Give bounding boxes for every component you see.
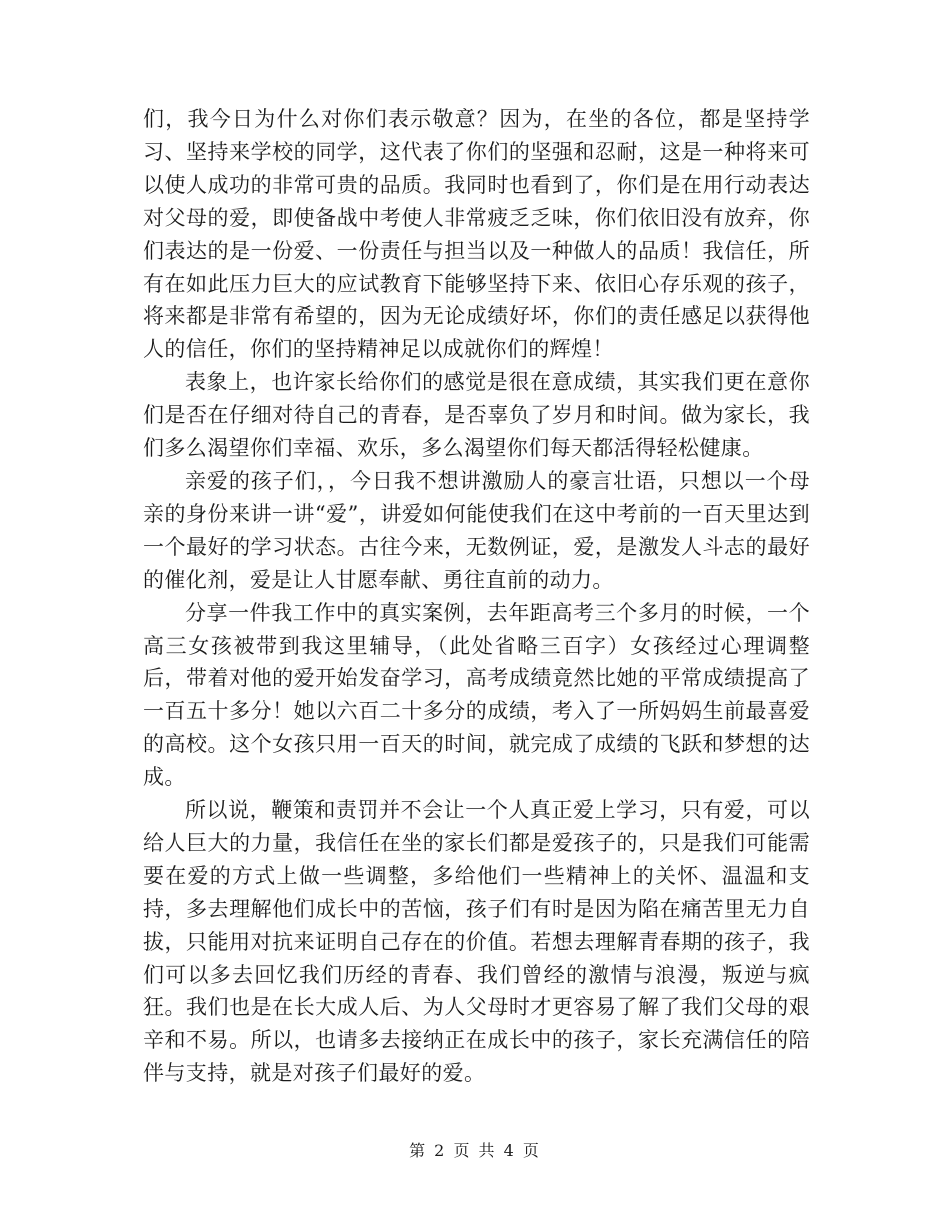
paragraph-4: 分享一件我工作中的真实案例，去年距高考三个多月的时候，一个高三女孩被带到我这里辅导，（此处省略三百字）女孩经过心理调整后，带着对他的爱开始发奋学习，高考成绩竟然比她的平常成绩提高了一百五十多分！她以六百二十多分的成绩，考入了一所妈妈生前最喜爱的高校。这个女孩只用一百天的时间，就完成了成绩的飞跃和梦想的达成。 [143,600,810,790]
paragraph-5: 所以说，鞭策和责罚并不会让一个人真正爱上学习，只有爱，可以给人巨大的力量，我信任在坐的家长们都是爱孩子的，只是我们可能需要在爱的方式上做一些调整，多给他们一些精神上的关怀、温温和支持，多去理解他们成长中的苦恼，孩子们有时是因为陷在痛苦里无力自拔，只能用对抗来证明自己存在的价值。若想去理解青春期的孩子，我们可以多去回忆我们历经的青春、我们曾经的激情与浪漫，叛逆与疯狂。我们也是在长大成人后、为人父母时才更容易了解了我们父母的艰辛和不易。所以，也请多去接纳正在成长中的孩子，家长充满信任的陪伴与支持，就是对孩子们最好的爱。 [143,798,810,1086]
page-number-footer: 第 2 页 共 4 页 [409,1141,541,1160]
paragraph-1: 们，我今日为什么对你们表示敬意？因为，在坐的各位，都是坚持学习、坚持来学校的同学，这代表了你们的坚强和忍耐，这是一种将来可以使人成功的非常可贵的品质。我同时也看到了，你们是在用行动表达对父母的爱，即使备战中考使人非常疲乏乏味，你们依旧没有放弃，你们表达的是一份爱、一份责任与担当以及一种做人的品质！我信任，所有在如此压力巨大的应试教育下能够坚持下来、依旧心存乐观的孩子，将来都是非常有希望的，因为无论成绩好坏，你们的责任感足以获得他人的信任，你们的坚持精神足以成就你们的辉煌！ [143,107,810,362]
document-body [143,103,810,1090]
paragraph-3: 亲爱的孩子们，，今日我不想讲激励人的豪言壮语，只想以一个母亲的身份来讲一讲“爱”，讲爱如何能使我们在这中考前的一百天里达到一个最好的学习状态。古往今来，无数例证，爱，是激发人斗志的最好的催化剂，爱是让人甘愿奉献、勇往直前的动力。 [143,468,810,592]
paragraph-2: 表象上，也许家长给你们的感觉是很在意成绩，其实我们更在意你们是否在仔细对待自己的青春，是否辜负了岁月和时间。做为家长，我们多么渴望你们幸福、欢乐，多么渴望你们每天都活得轻松健康。 [143,370,810,461]
